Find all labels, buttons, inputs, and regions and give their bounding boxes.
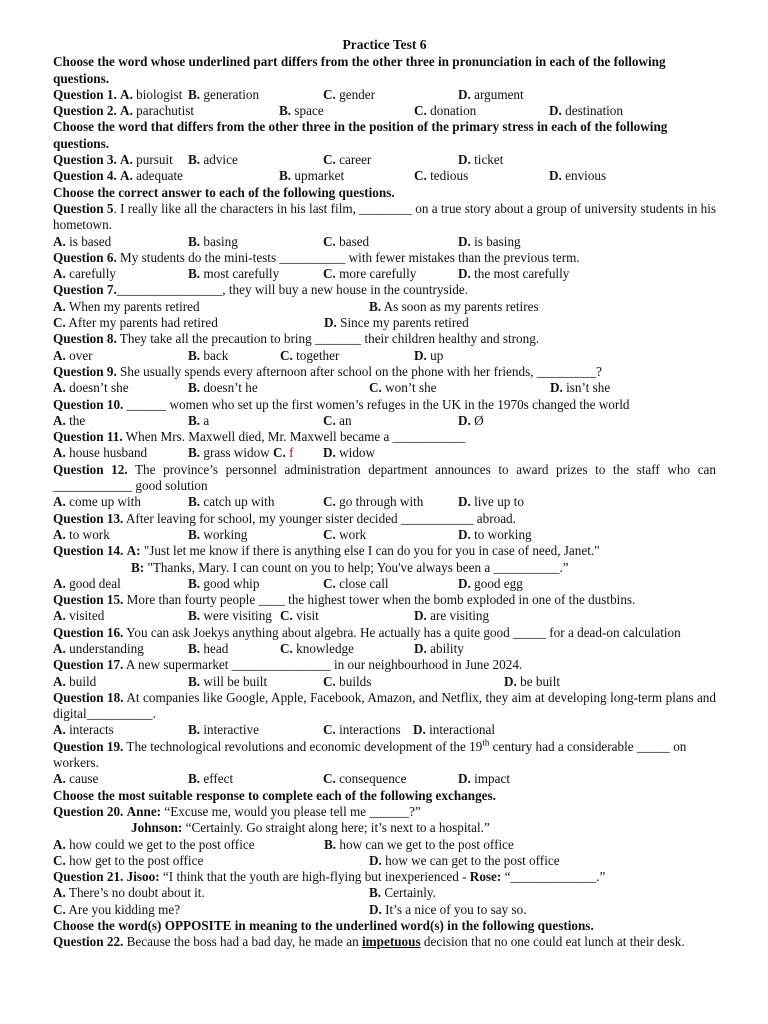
question-2: [53, 103, 716, 119]
option-c: C. donation: [414, 103, 477, 119]
option-b: B. effect: [188, 771, 234, 787]
option-c: C. After my parents had retired: [53, 315, 218, 331]
option-a: Question 3. A. pursuit: [53, 152, 173, 168]
option-d: D. is basing: [458, 233, 521, 249]
question-19-stem: Question 19. The technological revolutions and economic development of the 19th century had a considerable _____ on workers.: [53, 737, 687, 771]
question-14-line-a: Question 14. A: "Just let me know if there is anything else I can do you for you in case of need, Janet.": [53, 543, 600, 559]
option-c: C. go through with: [323, 494, 424, 510]
option-a: A. good deal: [53, 575, 121, 591]
option-a: A. understanding: [53, 640, 144, 656]
option-b: B. upmarket: [279, 168, 345, 184]
question-15-options: [53, 608, 716, 624]
option-c: C. gender: [323, 86, 376, 102]
option-d: D. Ø: [458, 412, 484, 428]
option-b: B. working: [188, 526, 248, 542]
question-13-stem: Question 13. After leaving for school, my younger sister decided ___________ abroad.: [53, 510, 516, 526]
question-3: [53, 152, 716, 168]
option-a: Question 4. A. adequate: [53, 168, 184, 184]
question-7-options-row1: [53, 299, 716, 315]
question-4: [53, 168, 716, 184]
question-9-options: [53, 380, 716, 396]
option-d: D. impact: [458, 771, 511, 787]
option-d: D. isn’t she: [550, 380, 611, 396]
option-b: B. most carefully: [188, 266, 280, 282]
option-a: A. carefully: [53, 266, 116, 282]
question-13-options: [53, 527, 716, 543]
option-a: Question 1. A. biologist: [53, 86, 183, 102]
question-16-stem: Question 16. You can ask Joekys anything about algebra. He actually has a quite good _____ for a dead-on calculation: [53, 624, 681, 640]
option-b: B. good whip: [188, 575, 260, 591]
option-b: B. space: [279, 103, 324, 119]
option-d: D. how we can get to the post office: [369, 852, 560, 868]
option-b: B. As soon as my parents retires: [369, 298, 539, 314]
option-c: C. won’t she: [369, 380, 437, 396]
option-a: A. interacts: [53, 722, 114, 738]
section-instruction: Choose the word(s) OPPOSITE in meaning to the underlined word(s) in the following questions.: [53, 918, 594, 934]
option-b: B. advice: [188, 152, 238, 168]
option-c: C. close call: [323, 575, 389, 591]
question-20-options-row2: [53, 853, 716, 869]
option-a: A. the: [53, 412, 86, 428]
question-20-options-row1: [53, 837, 716, 853]
option-a: A. how could we get to the post office: [53, 836, 255, 852]
option-c: C. interactions: [323, 722, 401, 738]
question-7-stem: Question 7.________________, they will buy a new house in the countryside.: [53, 282, 469, 298]
question-6-stem: Question 6. My students do the mini-tests __________ with fewer mistakes than the previous term.: [53, 249, 580, 265]
option-c: C. how get to the post office: [53, 852, 204, 868]
option-d: D. envious: [549, 168, 607, 184]
option-a: A. visited: [53, 608, 105, 624]
question-5-options: [53, 234, 716, 250]
option-d: D. ticket: [458, 152, 504, 168]
option-c: C. knowledge: [280, 640, 354, 656]
option-c: C. visit: [280, 608, 319, 624]
question-21-options-row2: [53, 902, 716, 918]
option-c: C. builds: [323, 673, 372, 689]
option-d: D. the most carefully: [458, 266, 570, 282]
page-title: Practice Test 6: [342, 37, 427, 52]
option-b: B. back: [188, 347, 229, 363]
option-a: A. come up with: [53, 494, 141, 510]
option-c: C. an: [323, 412, 352, 428]
option-c: C. consequence: [323, 771, 407, 787]
question-10-stem: Question 10. ______ women who set up the first women’s refuges in the UK in the 1970s changed the world: [53, 396, 630, 412]
question-18-options: [53, 722, 716, 738]
option-d: D. be built: [504, 673, 561, 689]
section-instruction: Choose the most suitable response to complete each of the following exchanges.: [53, 787, 496, 803]
option-c: C. based: [323, 233, 370, 249]
option-a: A. to work: [53, 526, 110, 542]
question-21-line: Question 21. Jisoo: “I think that the youth are high-flying but inexperienced - Rose: “_____________.”: [53, 869, 606, 885]
option-c: C. together: [280, 347, 340, 363]
question-6-options: [53, 266, 716, 282]
option-b: B. Certainly.: [369, 885, 436, 901]
question-8-options: [53, 348, 716, 364]
option-b: B. interactive: [188, 722, 260, 738]
question-10-options: [53, 413, 716, 429]
option-a: A. build: [53, 673, 97, 689]
question-11-options: [53, 445, 716, 461]
option-c: C. career: [323, 152, 372, 168]
option-b: B. will be built: [188, 673, 268, 689]
option-c: C. more carefully: [323, 266, 417, 282]
option-d: D. to working: [458, 526, 532, 542]
section-instruction: Choose the word that differs from the other three in the position of the primary stress in each of the following questions.: [53, 119, 668, 151]
question-8-stem: Question 8. They take all the precaution to bring _______ their children healthy and strong.: [53, 331, 540, 347]
option-a: A. When my parents retired: [53, 298, 200, 314]
question-5-stem: Question 5. I really like all the characters in his last film, ________ on a true story about a group of university students in his hometown.: [53, 200, 717, 233]
question-7-options-row2: [53, 315, 716, 331]
option-c: C. tedious: [414, 168, 469, 184]
option-b: B. generation: [188, 86, 260, 102]
section-instruction: Choose the word whose underlined part differs from the other three in pronunciation in each of the following questions.: [53, 54, 666, 86]
option-d: D. good egg: [458, 575, 523, 591]
option-b-c: B. grass widow C. f: [188, 445, 294, 461]
question-20-line-2: Johnson: “Certainly. Go straight along here; it’s next to a hospital.”: [131, 820, 490, 836]
option-b: B. were visiting: [188, 608, 272, 624]
question-16-options: [53, 641, 716, 657]
question-1: [53, 87, 716, 103]
option-b: B. a: [188, 412, 210, 428]
option-d: D. up: [414, 347, 444, 363]
question-12-stem: Question 12. The province’s personnel administration department announces to award prizes to the staff who can ____________ good solution: [53, 461, 716, 494]
option-d: D. argument: [458, 86, 524, 102]
section-instruction: Choose the correct answer to each of the following questions.: [53, 184, 395, 200]
underlined-word: impetuous: [361, 934, 421, 950]
question-20-line-1: Question 20. Anne: “Excuse me, would you please tell me ______?”: [53, 803, 421, 819]
option-a: A. There’s no doubt about it.: [53, 885, 205, 901]
option-a: A. doesn’t she: [53, 380, 129, 396]
question-14-options: [53, 576, 716, 592]
question-15-stem: Question 15. More than fourty people ____ the highest tower when the bomb exploded in one of the dustbins.: [53, 592, 636, 608]
option-b: B. doesn’t he: [188, 380, 258, 396]
option-b: B. head: [188, 640, 229, 656]
option-d: D. widow: [323, 445, 376, 461]
question-17-stem: Question 17. A new supermarket _______________ in our neighbourhood in June 2024.: [53, 657, 523, 673]
option-c: C. Are you kidding me?: [53, 901, 181, 917]
question-14-line-b: B: "Thanks, Mary. I can count on you to help; You've always been a __________.”: [131, 559, 569, 575]
option-b: B. how can we get to the post office: [324, 836, 514, 852]
option-c: C. work: [323, 526, 367, 542]
option-a: Question 2. A. parachutist: [53, 103, 195, 119]
option-a: A. is based: [53, 233, 112, 249]
option-d: D. interactional: [413, 722, 496, 738]
question-21-options-row1: [53, 885, 716, 901]
option-a: A. cause: [53, 771, 99, 787]
option-b: B. catch up with: [188, 494, 275, 510]
question-22-stem: Question 22. Because the boss had a bad day, he made an impetuous decision that no one could eat lunch at their desk.: [53, 934, 685, 950]
question-18-stem: Question 18. At companies like Google, Apple, Facebook, Amazon, and Netflix, they aim at developing long-term plans and digital__________.: [53, 689, 716, 722]
option-a: A. house husband: [53, 445, 148, 461]
option-a: A. over: [53, 347, 93, 363]
option-d: D. live up to: [458, 494, 524, 510]
question-9-stem: Question 9. She usually spends every afternoon after school on the phone with her friends, _________?: [53, 363, 603, 379]
question-17-options: [53, 674, 716, 690]
option-b: B. basing: [188, 233, 238, 249]
question-11-stem: Question 11. When Mrs. Maxwell died, Mr. Maxwell became a ___________: [53, 429, 466, 445]
option-d: D. destination: [549, 103, 623, 119]
option-d: D. are visiting: [414, 608, 490, 624]
option-d: D. It’s a nice of you to say so.: [369, 901, 527, 917]
option-d: D. ability: [414, 640, 464, 656]
question-12-options: [53, 494, 716, 510]
option-d: D. Since my parents retired: [324, 315, 469, 331]
question-19-options: [53, 771, 716, 787]
